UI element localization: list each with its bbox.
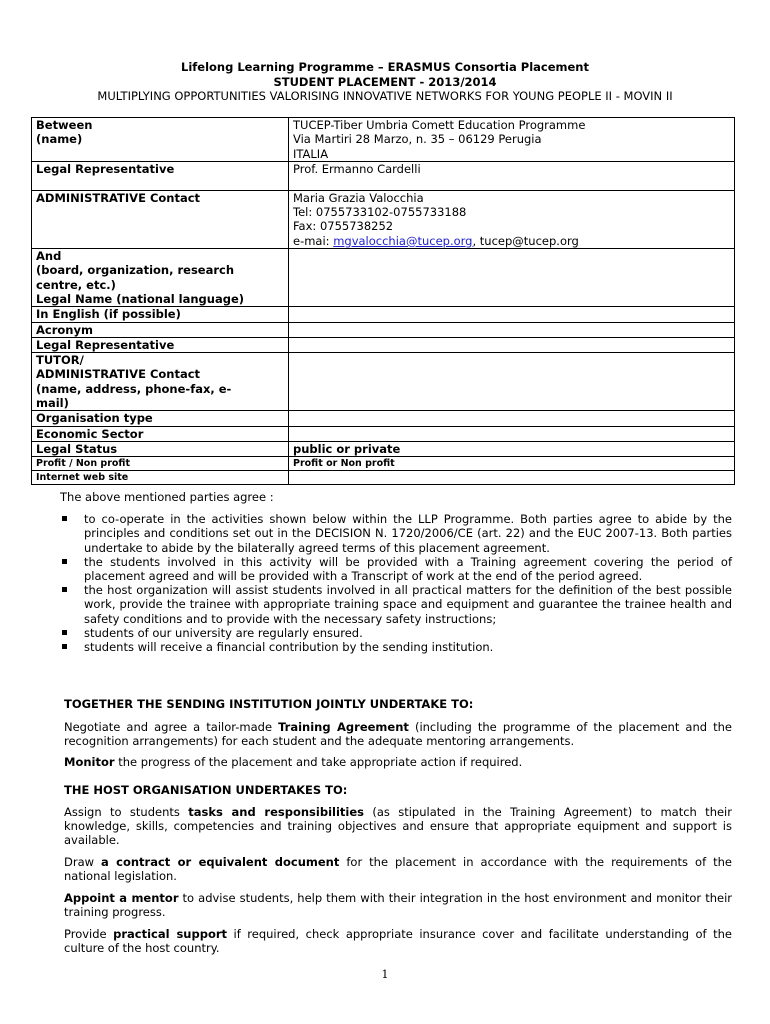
table-row: [32, 411, 735, 426]
list-item: to co-operate in the activities shown below within the LLP Programme. Both parties agree to abide by the principles and conditions set out in the DECISION N. 1720/2006/CE (art. 22) and the EUC 2007-13. Both parties undertake to abide by the bilaterally agreed terms of this placement agreement.: [60, 512, 732, 555]
admin-email: e-mai: mgvalocchia@tucep.org, tucep@tucep.org: [293, 233, 579, 248]
org-type-value: [289, 411, 735, 426]
table-row: [32, 426, 735, 441]
name-label: (name): [36, 132, 83, 147]
list-item: the host organization will assist students involved in all practical matters for the definition of the best possible work, provide the trainee with appropriate training space and equipment and guarantee the trainee health and safety conditions and to provide with the necessary safety instructions;: [60, 583, 732, 626]
admin-name: Maria Grazia Valocchia: [293, 190, 424, 205]
document-header: [0, 60, 770, 104]
admin-tel: Tel: 0755733102-0755733188: [293, 205, 467, 220]
email-link[interactable]: mgvalocchia@tucep.org: [333, 233, 473, 248]
between-label-cell: [32, 118, 289, 162]
bullet-icon: [62, 587, 67, 592]
agreement-terms: [60, 490, 732, 654]
page-number: 1: [381, 968, 389, 981]
admin-contact2-sub2: mail): [36, 396, 69, 411]
sender-address: Via Martiri 28 Marzo, n. 35 – 06129 Perugia: [293, 132, 542, 147]
admin-contact-cell: [289, 190, 735, 248]
admin-contact2-label: ADMINISTRATIVE Contact: [36, 367, 201, 382]
legal-rep2-label: Legal Representative: [32, 337, 289, 352]
legal-rep2-value: [289, 337, 735, 352]
between-label: Between: [36, 118, 93, 132]
project-title: MULTIPLYING OPPORTUNITIES VALORISING INNOVATIVE NETWORKS FOR YOUNG PEOPLE II - MOVIN II: [97, 89, 673, 103]
econ-sector-value: [289, 426, 735, 441]
and-label: And: [36, 249, 62, 264]
acronym-label: Acronym: [32, 322, 289, 337]
tutor-label: TUTOR/: [36, 353, 84, 368]
table-row: [32, 249, 735, 307]
sender-name: TUCEP-Tiber Umbria Comett Education Programme: [293, 118, 586, 132]
english-label: In English (if possible): [32, 307, 289, 322]
parties-table: [31, 117, 735, 485]
placement-title: STUDENT PLACEMENT - 2013/2014: [273, 74, 497, 89]
programme-title: Lifelong Learning Programme – ERASMUS Consortia Placement: [181, 60, 589, 74]
host-paragraph-1: Assign to students tasks and responsibilities (as stipulated in the Training Agreement) to match their knowledge, skills, competencies and training objectives and ensure that appropriate equipment and support is available.: [64, 805, 732, 848]
sending-paragraph-2: Monitor the progress of the placement and take appropriate action if required.: [64, 755, 523, 769]
table-row: [32, 307, 735, 322]
centre-label: centre, etc.): [36, 277, 116, 292]
table-row: [32, 322, 735, 337]
admin-contact-label: ADMINISTRATIVE Contact: [32, 190, 289, 248]
legal-status-value: public or private: [289, 441, 735, 456]
econ-sector-label: Economic Sector: [32, 426, 289, 441]
bullet-icon: [62, 630, 67, 635]
intro-text: The above mentioned parties agree :: [60, 490, 274, 504]
tutor-value: [289, 353, 735, 411]
host-paragraph-2: Draw a contract or equivalent document for the placement in accordance with the requirements of the national legislation.: [64, 855, 732, 884]
bullet-icon: [62, 644, 67, 649]
table-row: [32, 471, 735, 485]
board-label: (board, organization, research: [36, 263, 235, 278]
bullet-icon: [62, 516, 67, 521]
sending-heading: TOGETHER THE SENDING INSTITUTION JOINTLY UNDERTAKE TO:: [64, 697, 474, 711]
admin-fax: Fax: 0755738252: [293, 219, 394, 234]
acronym-value: [289, 322, 735, 337]
host-name-value: [289, 249, 735, 307]
table-row: [32, 441, 735, 456]
legal-status-label: Legal Status: [32, 441, 289, 456]
admin-contact2-sub1: (name, address, phone-fax, e-: [36, 381, 232, 396]
web-label: Internet web site: [32, 471, 289, 485]
legal-rep-label: Legal Representative: [32, 161, 289, 190]
table-row: [32, 457, 735, 471]
host-paragraph-3: Appoint a mentor to advise students, help them with their integration in the host environment and monitor their training progress.: [64, 891, 732, 920]
sender-cell: [289, 118, 735, 162]
host-heading: THE HOST ORGANISATION UNDERTAKES TO:: [64, 783, 348, 797]
sender-country: ITALIA: [293, 146, 329, 161]
list-item: students of our university are regularly ensured.: [60, 626, 732, 640]
legal-rep-value: Prof. Ermanno Cardelli: [289, 161, 735, 190]
table-row: [32, 190, 735, 248]
list-item: the students involved in this activity will be provided with a Training agreement covering the period of placement agreed and will be provided with a Transcript of work at the end of the period agreed.: [60, 555, 732, 583]
profit-label: Profit / Non profit: [32, 457, 289, 471]
org-type-label: Organisation type: [32, 411, 289, 426]
table-row: [32, 353, 735, 411]
web-value: [289, 471, 735, 485]
table-row: [32, 337, 735, 352]
terms-list: [60, 512, 732, 654]
sending-paragraph-1: Negotiate and agree a tailor-made Training Agreement (including the programme of the placement and the recognition arrangements) for each student and the adequate mentoring arrangements.: [64, 720, 732, 749]
legal-name-label: Legal Name (national language): [36, 291, 245, 306]
host-label-cell: [32, 249, 289, 307]
table-row: [32, 118, 735, 162]
bullet-icon: [62, 559, 67, 564]
list-item: students will receive a financial contribution by the sending institution.: [60, 640, 732, 654]
english-value: [289, 307, 735, 322]
profit-value: Profit or Non profit: [289, 457, 735, 471]
host-paragraph-4: Provide practical support if required, check appropriate insurance cover and facilitate understanding of the culture of the host country.: [64, 927, 732, 956]
table-row: [32, 161, 735, 190]
tutor-label-cell: [32, 353, 289, 411]
